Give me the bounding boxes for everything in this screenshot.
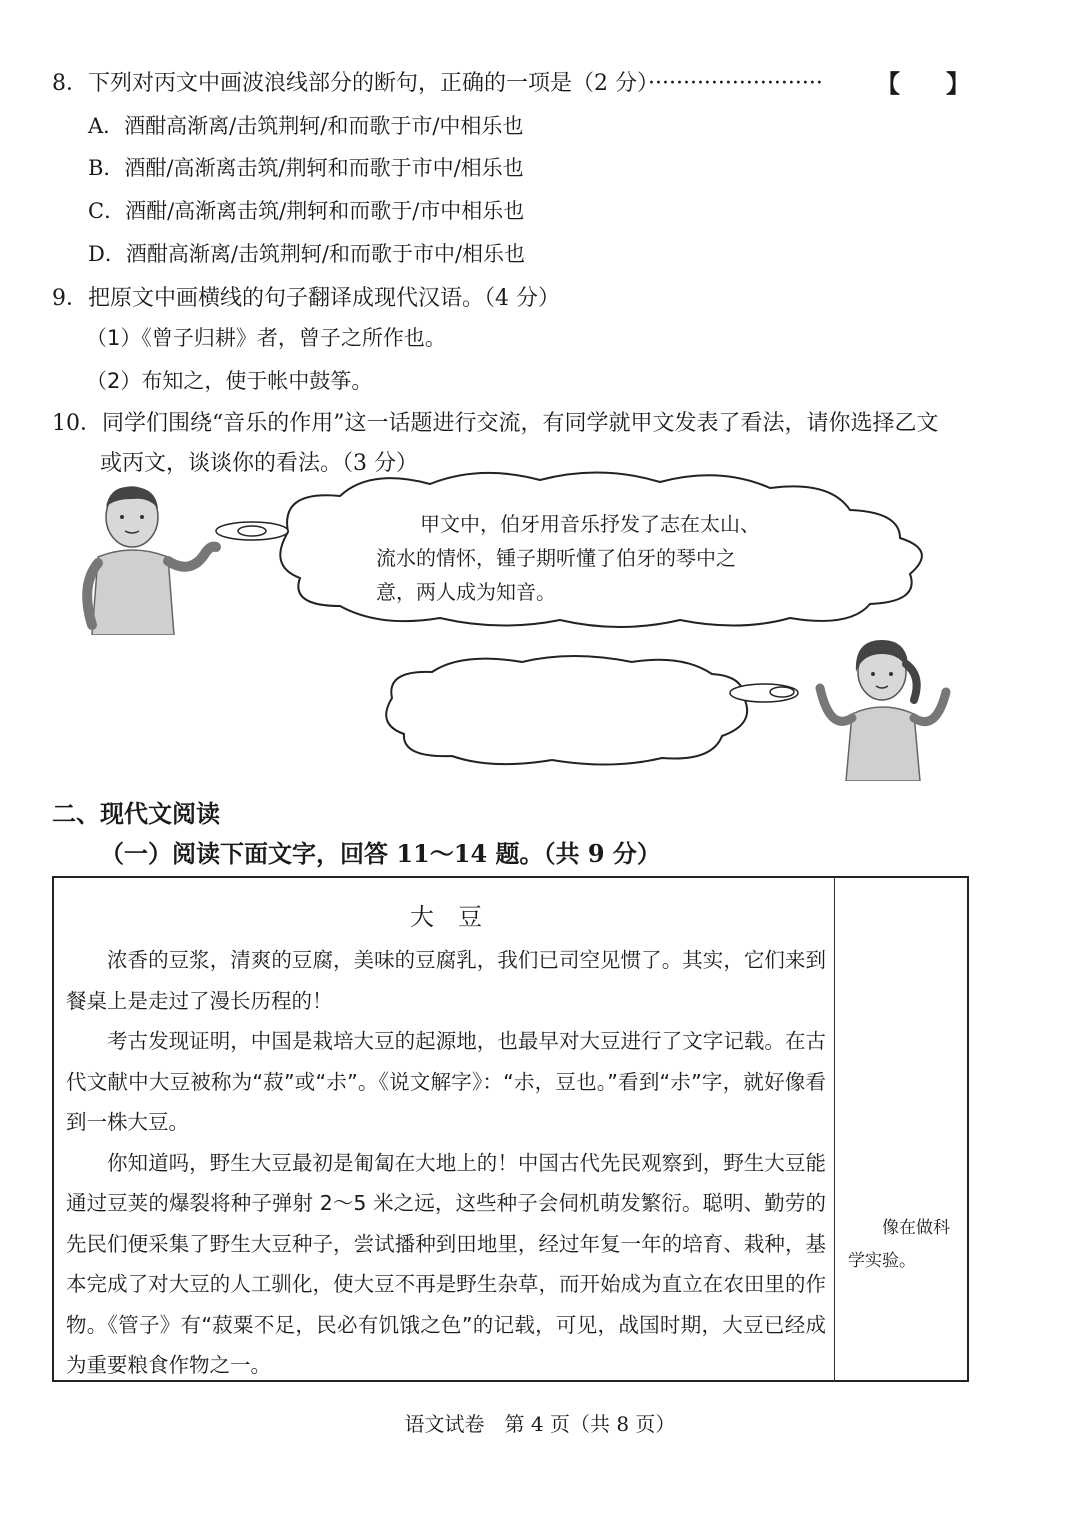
section-title: 二、现代文阅读 [52,799,220,828]
bubble-line-3: 意，两人成为知音。 [376,580,556,604]
bubble-line-2: 流水的情怀，锺子期听懂了伯牙的琴中之 [376,546,736,570]
passage-paragraph-3: 你知道吗，野生大豆最初是匍匐在大地上的！中国古代先民观察到，野生大豆能通过豆荚的爆裂将种子弹射 2～5 米之远，这些种子会伺机萌发繁衍。聪明、勤劳的先民们便采集了野生大豆种子，尝试播种到田地里，经过年复一年的培育、栽种，基本完成了对大豆的人工驯化，使大豆不再是野生杂草，而开始成为直立在农田里的作物。《管子》有“菽粟不足，民必有饥饿之色”的记载，可见，战国时期，大豆已经成为重要粮食作物之一。 [66,1150,826,1377]
margin-column-divider [834,876,835,1382]
q9-item-2: （2）布知之，使于帐中鼓筝。 [86,369,373,393]
q8-option-b: B．酒酣/高渐离击筑/荆轲和而歌于市中/相乐也 [88,156,524,180]
q8-option-a: A．酒酣高渐离/击筑荆轲/和而歌于市/中相乐也 [88,114,524,138]
q10-stem-line1: 10．同学们围绕“音乐的作用”这一话题进行交流，有同学就甲文发表了看法，请你选择乙文 [52,411,939,436]
bubble-line-1: 甲文中，伯牙用音乐抒发了志在太山、 [420,512,760,536]
margin-annotation: 像在做科学实验。 [848,1218,950,1271]
passage-paragraph-2: 考古发现证明，中国是栽培大豆的起源地，也最早对大豆进行了文字记载。在古代文献中大豆被称为“菽”或“尗”。《说文解字》：“尗，豆也。”看到“尗”字，就好像看到一株大豆。 [66,1029,826,1134]
passage-paragraph-1: 浓香的豆浆，清爽的豆腐，美味的豆腐乳，我们已司空见惯了。其实，它们来到餐桌上是走过了漫长历程的！ [66,948,826,1013]
section-subtitle: （一）阅读下面文字，回答 11～14 题。（共 9 分） [100,839,661,868]
answer-bracket-open: 【 [876,69,900,98]
page-footer: 语文试卷 第 4 页（共 8 页） [404,1412,676,1436]
passage-title: 大豆 [410,903,506,931]
q9-item-1: （1）《曾子归耕》者，曾子之所作也。 [86,326,446,350]
girl-illustration [810,636,960,781]
q8-stem: 8．下列对丙文中画波浪线部分的断句，正确的一项是（2 分）························· [52,71,823,96]
speech-bubble-empty [372,654,812,769]
q10-stem-line2: 或丙文，谈谈你的看法。（3 分） [100,451,418,476]
q9-stem: 9．把原文中画横线的句子翻译成现代汉语。（4 分） [52,286,560,311]
passage-body [66,940,826,1386]
q8-option-d: D．酒酣高渐离/击筑荆轲/和而歌于市中/相乐也 [88,242,526,266]
answer-bracket-close: 】 [946,69,970,98]
q8-option-c: C．酒酣/高渐离击筑/荆轲和而歌于/市中相乐也 [88,199,525,223]
boy-illustration [70,485,230,635]
